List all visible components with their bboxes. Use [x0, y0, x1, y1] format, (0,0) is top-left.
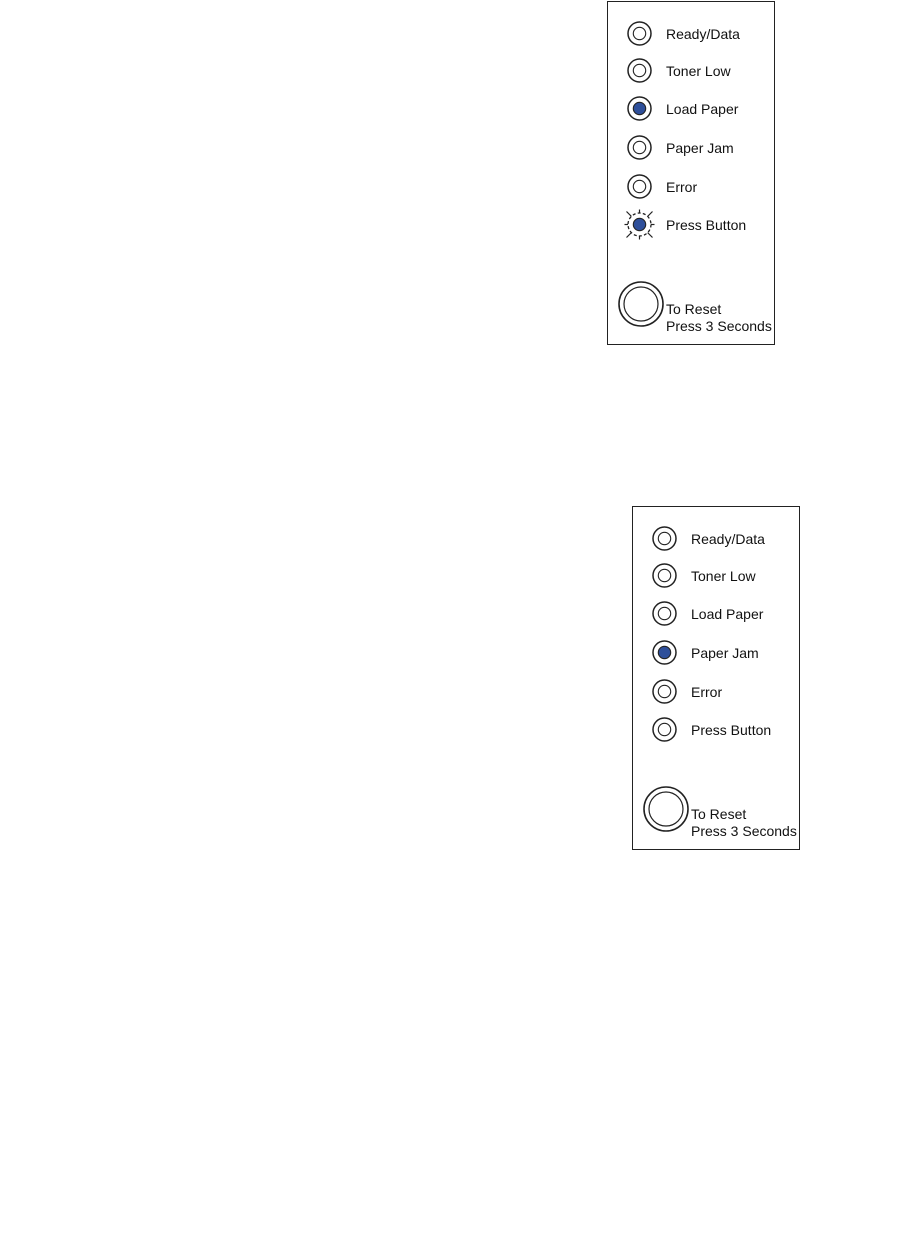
- light-row-load-paper: [633, 600, 799, 628]
- reset-button[interactable]: [642, 785, 690, 833]
- light-row-press-button: [608, 211, 774, 239]
- operator-panel-1: [607, 1, 775, 345]
- reset-line-1: To Reset: [666, 301, 722, 317]
- reset-instruction: [666, 301, 772, 335]
- light-row-error: [633, 678, 799, 706]
- operator-panel-2: [632, 506, 800, 850]
- light-row-ready-data: [608, 20, 774, 48]
- light-row-press-button: [633, 716, 799, 744]
- reset-button[interactable]: [617, 280, 665, 328]
- load-paper-light-icon: [627, 96, 652, 121]
- press-button-light-icon: [627, 212, 652, 237]
- ready-data-label: Ready/Data: [691, 531, 765, 547]
- error-light-icon: [627, 174, 652, 199]
- paper-jam-light-icon: [652, 640, 677, 665]
- error-light-icon: [652, 679, 677, 704]
- reset-line-2: Press 3 Seconds: [666, 318, 772, 334]
- light-row-ready-data: [633, 525, 799, 553]
- light-row-toner-low: [608, 57, 774, 85]
- ready-data-light-icon: [652, 526, 677, 551]
- toner-low-light-icon: [652, 563, 677, 588]
- light-row-toner-low: [633, 562, 799, 590]
- press-button-light-icon: [652, 717, 677, 742]
- light-row-paper-jam: [633, 639, 799, 667]
- error-label: Error: [666, 179, 698, 195]
- toner-low-light-icon: [627, 58, 652, 83]
- reset-line-2: Press 3 Seconds: [691, 823, 797, 839]
- round-button-icon: [617, 280, 665, 328]
- toner-low-label: Toner Low: [666, 63, 731, 79]
- light-row-error: [608, 173, 774, 201]
- press-button-label: Press Button: [666, 217, 747, 233]
- toner-low-label: Toner Low: [691, 568, 756, 584]
- reset-line-1: To Reset: [691, 806, 747, 822]
- paper-jam-label: Paper Jam: [666, 140, 734, 156]
- error-label: Error: [691, 684, 723, 700]
- ready-data-label: Ready/Data: [666, 26, 740, 42]
- light-row-paper-jam: [608, 134, 774, 162]
- light-row-load-paper: [608, 95, 774, 123]
- load-paper-label: Load Paper: [691, 606, 764, 622]
- load-paper-label: Load Paper: [666, 101, 739, 117]
- paper-jam-light-icon: [627, 135, 652, 160]
- press-button-label: Press Button: [691, 722, 772, 738]
- load-paper-light-icon: [652, 601, 677, 626]
- paper-jam-label: Paper Jam: [691, 645, 759, 661]
- reset-instruction: [691, 806, 797, 840]
- ready-data-light-icon: [627, 21, 652, 46]
- round-button-icon: [642, 785, 690, 833]
